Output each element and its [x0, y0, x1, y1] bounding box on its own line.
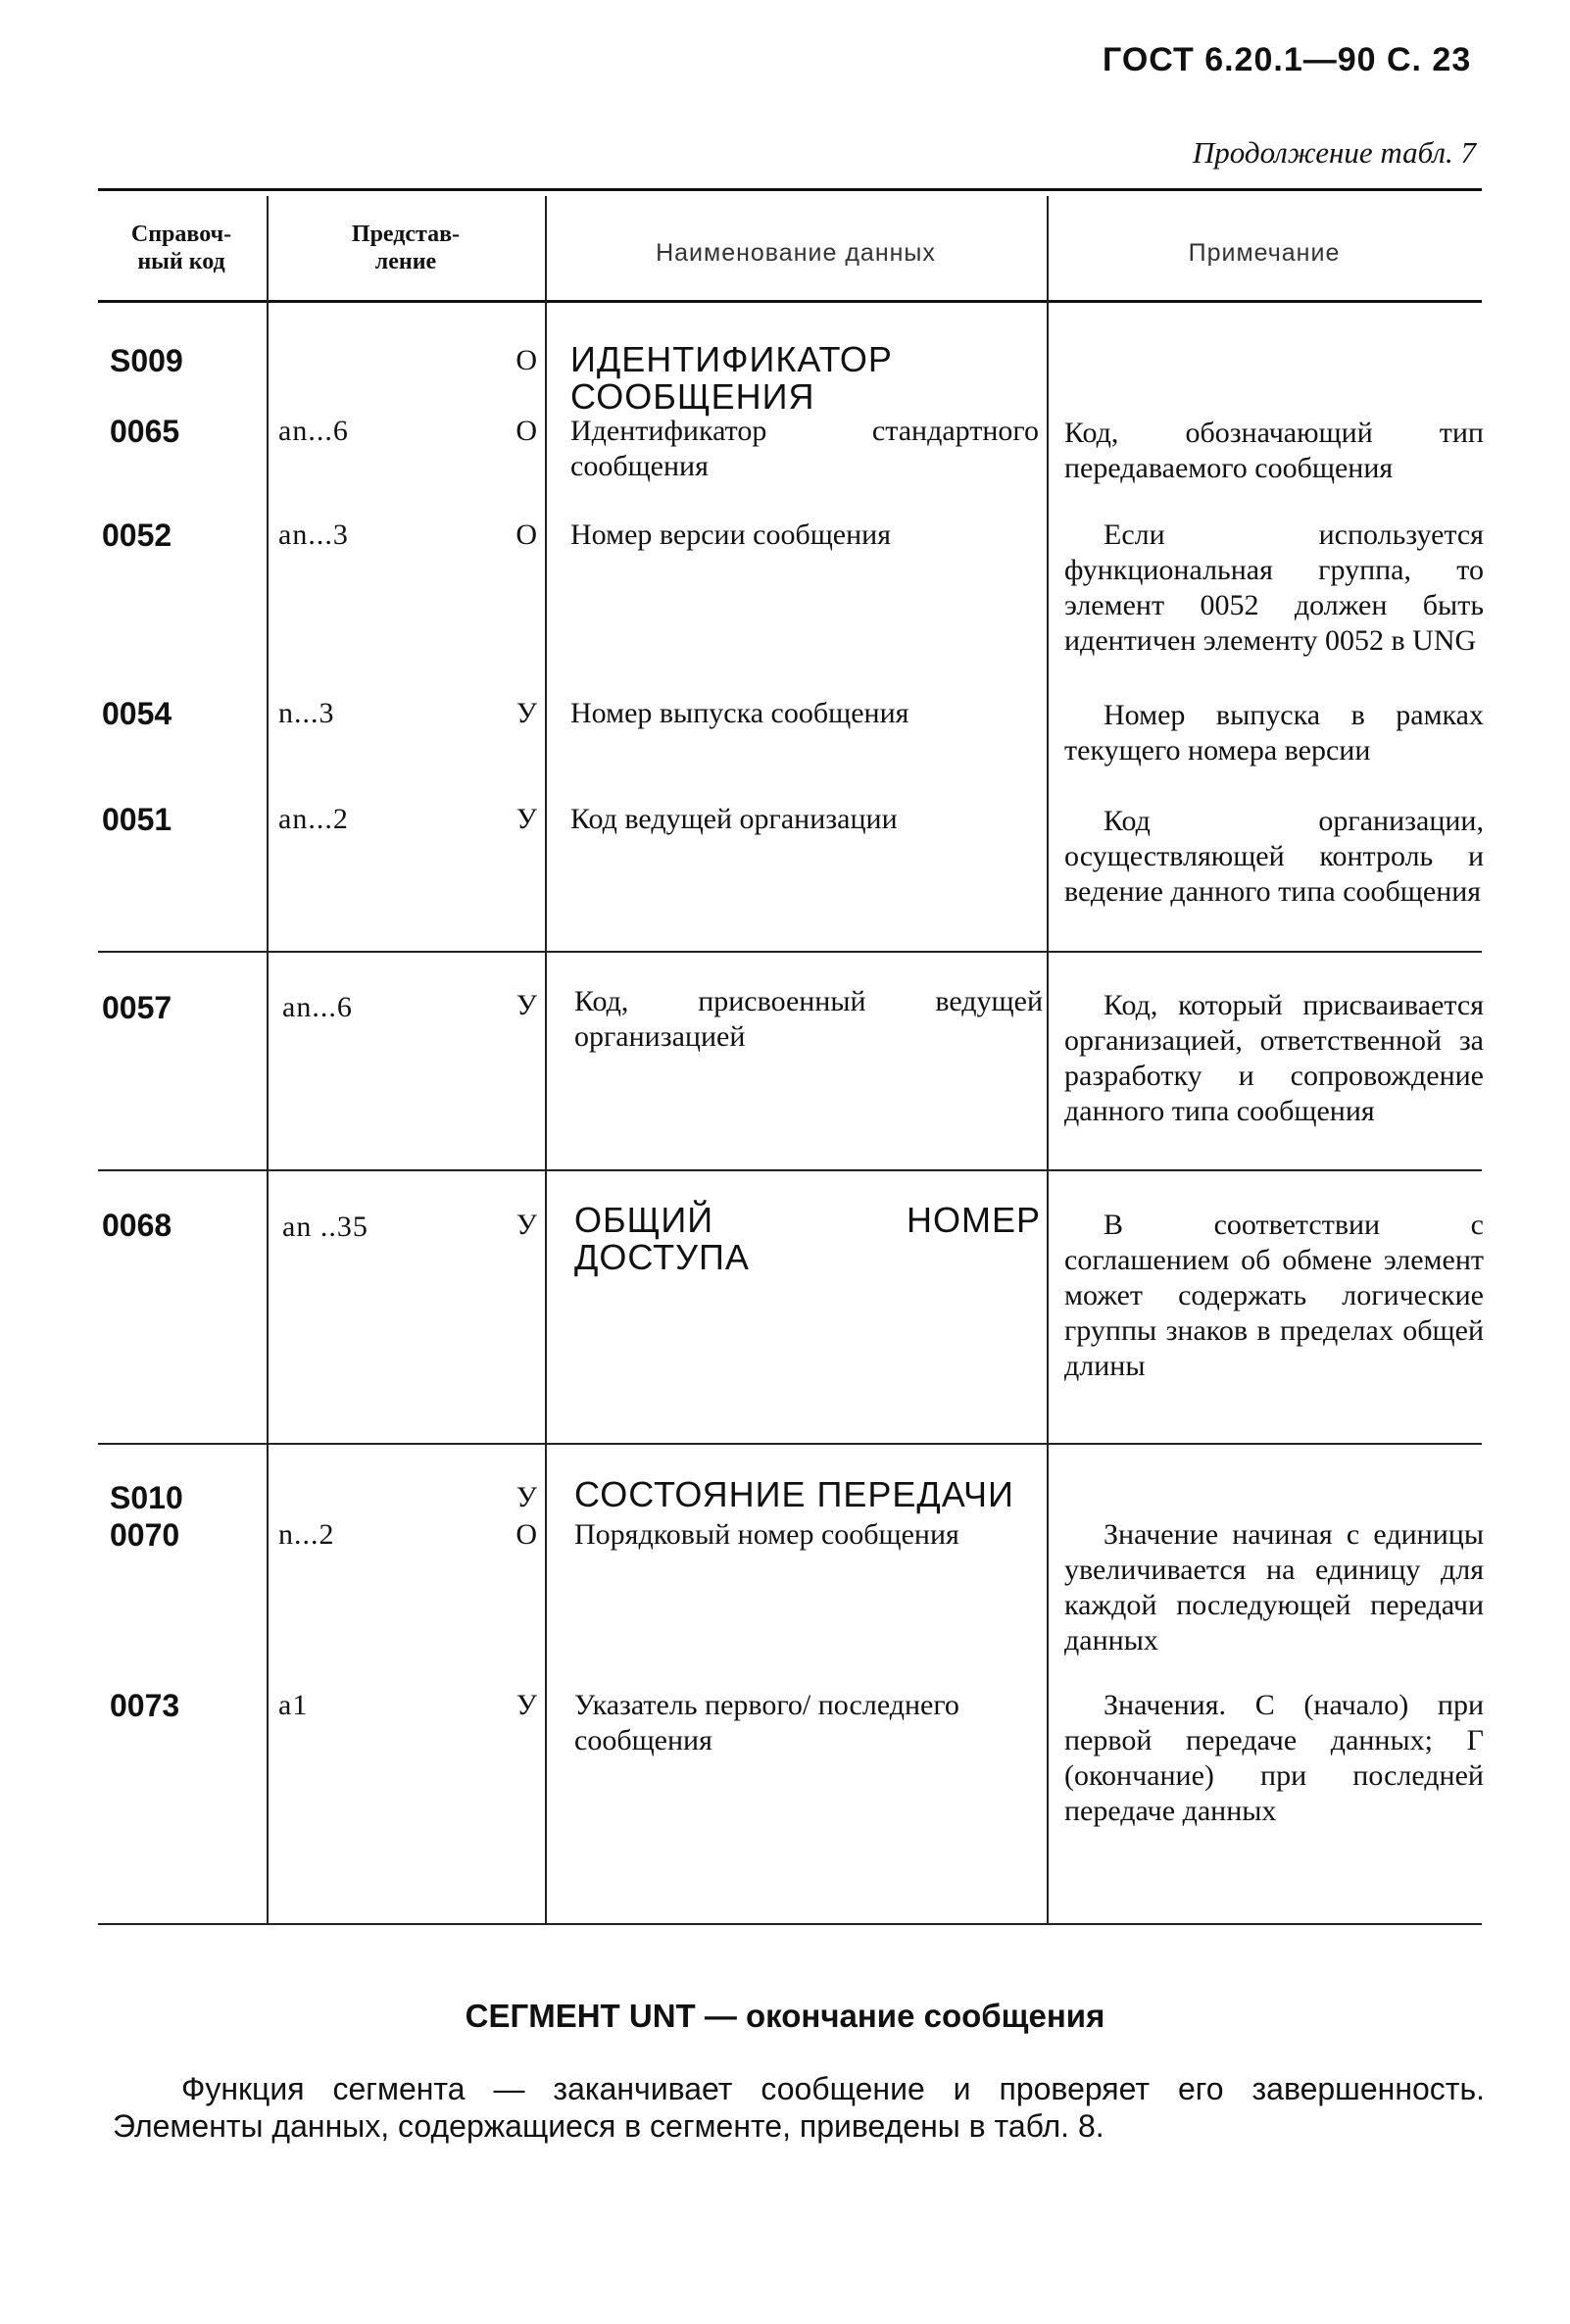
row-representation: n...3 — [278, 697, 335, 729]
row-name: Порядковый номер сообщения — [574, 1518, 959, 1551]
column-divider — [1047, 196, 1049, 1923]
table-divider — [98, 951, 1482, 953]
row-representation: an...6 — [282, 991, 353, 1023]
row-code: 0057 — [102, 990, 172, 1025]
table-caption: Продолжение табл. 7 — [1192, 135, 1476, 170]
row-code: S010 — [110, 1480, 183, 1515]
row-name: Код ведущей организации — [570, 803, 898, 835]
row-note: Если используется функциональная группа, то элемент 0052 должен быть идентичен элементу 0052 в UNG — [1064, 519, 1484, 657]
row-code: 0070 — [110, 1517, 180, 1553]
row-code: 0073 — [110, 1688, 180, 1723]
row-representation: an...2 — [278, 803, 349, 835]
row-name: Номер выпуска сообщения — [570, 697, 909, 729]
column-header-repr: Представ- ление — [351, 222, 461, 274]
row-status: У — [515, 803, 537, 835]
row-representation: a1 — [278, 1689, 309, 1721]
column-header-name: Наименование данных — [656, 239, 936, 267]
row-note: Значения. С (начало) при первой передаче данных; Г (окончание) при последней передаче данных — [1064, 1689, 1484, 1827]
row-code: 0054 — [102, 696, 172, 731]
row-note: Номер выпуска в рамках текущего номера версии — [1064, 699, 1484, 766]
row-name: Идентификатор стандартного сообщения — [570, 415, 1039, 482]
column-divider — [267, 196, 269, 1923]
table-divider — [98, 1169, 1482, 1171]
row-note: В соответствии с соглашением об обмене элемент может содержать логические группы знаков в пределах общей длины — [1064, 1209, 1484, 1382]
row-name: СОСТОЯНИЕ ПЕРЕДАЧИ — [574, 1474, 1014, 1514]
column-header-note: Примечание — [1188, 239, 1341, 267]
row-representation: an ..35 — [282, 1211, 368, 1243]
row-name: Номер версии сообщения — [570, 519, 892, 551]
row-note: Значение начиная с единицы увеличивается на единицу для каждой последующей передачи данных — [1064, 1518, 1484, 1656]
column-divider — [545, 196, 547, 1923]
row-code: S009 — [110, 343, 183, 378]
row-name: ИДЕНТИФИКАТОР СООБЩЕНИЯ — [570, 339, 893, 417]
table-top-rule — [98, 188, 1482, 191]
row-status: O — [515, 519, 537, 551]
table-divider — [98, 1443, 1482, 1445]
row-code: 0068 — [102, 1208, 172, 1243]
row-status: У — [515, 989, 537, 1021]
row-status: O — [515, 344, 537, 376]
row-status: У — [515, 1481, 537, 1513]
row-representation: n...2 — [278, 1518, 335, 1551]
column-header-code: Справоч- ный код — [130, 222, 232, 274]
table-header-rule — [98, 300, 1482, 303]
row-note: Код, который присваивается организацией, ответственной за разработку и сопровождение данного типа сообщения — [1064, 989, 1484, 1127]
row-representation: an...3 — [278, 519, 349, 551]
row-code: 0051 — [102, 802, 172, 837]
section-paragraph: Функция сегмента — заканчивает сообщение и проверяет его завершенность. Элементы данных, содержащиеся в сегменте, приведены в табл. 8. — [113, 2071, 1485, 2144]
row-status: O — [515, 1518, 537, 1551]
row-name: Код, присвоенный ведущей организацией — [574, 985, 1043, 1053]
row-name: Указатель первого/ последнего сообщения — [574, 1689, 959, 1756]
row-code: 0065 — [110, 414, 180, 449]
row-representation: an...6 — [278, 415, 349, 447]
row-code: 0052 — [102, 518, 172, 553]
row-note: Код организации, осуществляющей контроль и ведение данного типа сообщения — [1064, 805, 1484, 908]
row-status: У — [515, 1689, 537, 1721]
row-status: O — [515, 415, 537, 447]
row-note: Код, обозначающий тип передаваемого сообщения — [1064, 417, 1484, 484]
section-title: СЕГМЕНТ UNT — окончание сообщения — [465, 1998, 1105, 2034]
table-bottom-rule — [98, 1923, 1482, 1925]
row-status: У — [515, 697, 537, 729]
row-name: ОБЩИЙ НОМЕР ДОСТУПА — [574, 1200, 1041, 1277]
page-header: ГОСТ 6.20.1—90 С. 23 — [1103, 41, 1472, 78]
row-status: У — [515, 1209, 537, 1241]
